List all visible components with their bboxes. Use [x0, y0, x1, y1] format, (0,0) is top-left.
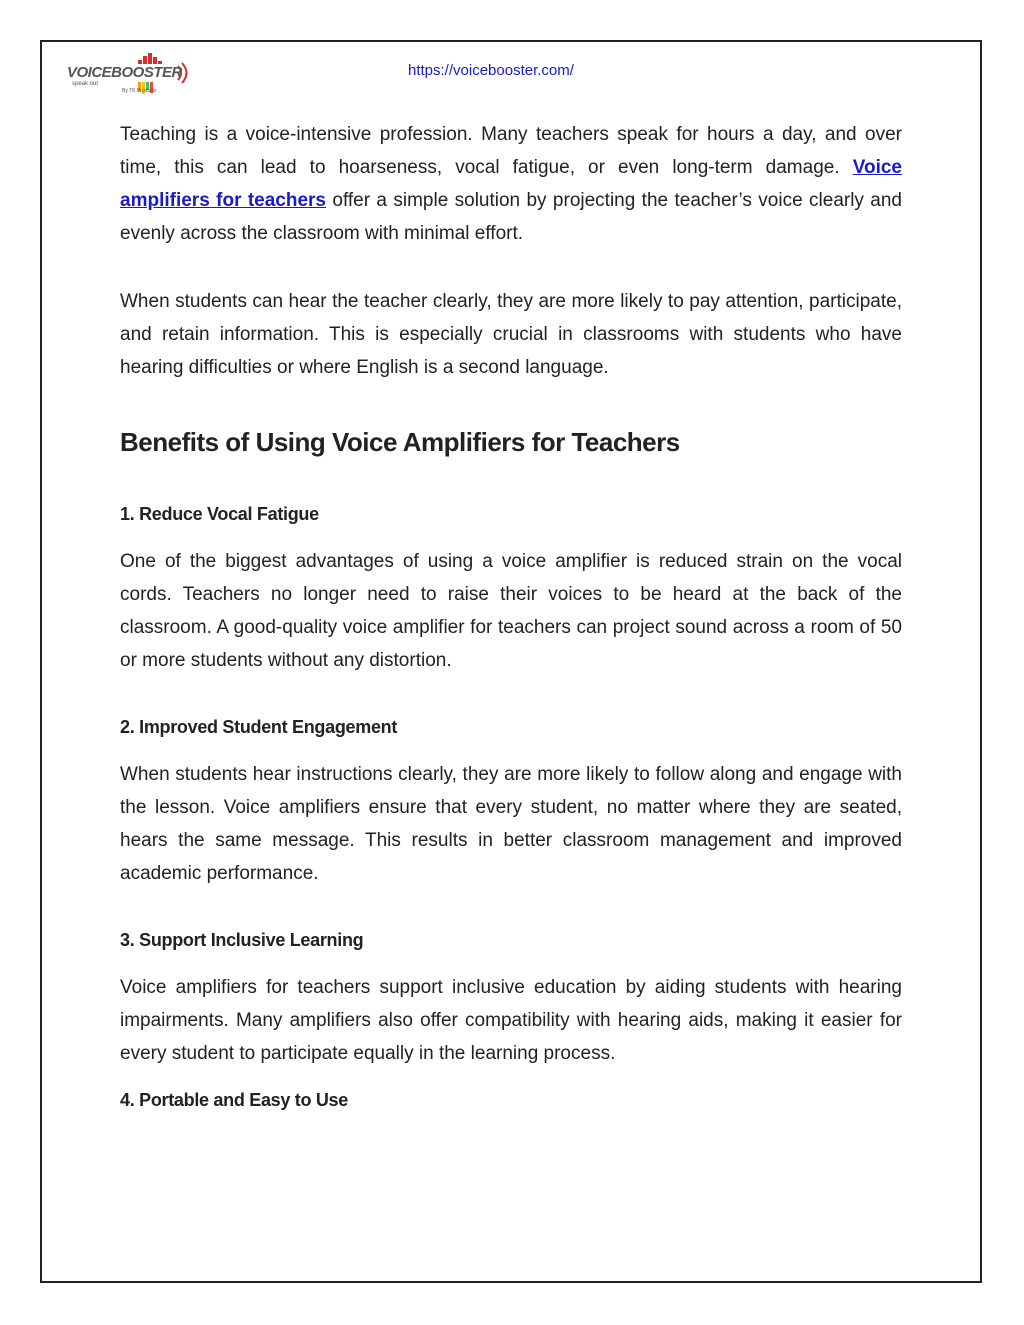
benefit-body-3: Voice amplifiers for teachers support inclusive education by aiding students with hearing impairments. Many amplifiers also offer compatibility with hearing aids, making it easier for every student to participate equally in the learning process. [120, 977, 902, 1064]
voice-amplifiers-link[interactable]: Voice amplifiers for teachers [120, 157, 902, 211]
second-paragraph: When students can hear the teacher clearly, they are more likely to pay attention, participate, and retain information. This is especially crucial in classrooms with students who have hearing difficulties or where English is a second language. [120, 291, 902, 378]
benefit-heading-3: 3. Support Inclusive Learning [120, 930, 364, 950]
benefit-body-1: One of the biggest advantages of using a voice amplifier is reduced strain on the vocal cords. Teachers no longer need to raise their voices to be heard at the back of the classroom. A good-quality voice amplifier for teachers can project sound across a room of 50 or more students without any distortion. [120, 551, 902, 671]
intro-text-before: Teaching is a voice-intensive profession. Many teachers speak for hours a day, and over time, this can lead to hoarseness, vocal fatigue, or even long-term damage. [120, 124, 902, 178]
benefit-heading-2: 2. Improved Student Engagement [120, 717, 398, 737]
logo-tagline: speak out [72, 81, 99, 87]
site-url-link[interactable]: https://voicebooster.com/ [408, 62, 574, 79]
benefit-body-2: When students hear instructions clearly, they are more likely to follow along and engage with the lesson. Voice amplifiers ensure that every student, no matter where they are seated, hears the same message. This results in better classroom management and improved academic performance. [120, 764, 902, 884]
benefit-heading-4: 4. Portable and Easy to Use [120, 1090, 348, 1110]
logo-byline: By TK Products [122, 88, 157, 94]
intro-paragraph [120, 118, 902, 250]
benefit-heading-1: 1. Reduce Vocal Fatigue [120, 504, 319, 524]
voicebooster-logo [66, 52, 190, 98]
section-title: Benefits of Using Voice Amplifiers for Teachers [120, 427, 680, 457]
logo-wordmark: VOICEBOOSTER [67, 64, 182, 81]
article-body [120, 118, 902, 1111]
intro-text-after: offer a simple solution by projecting the teacher’s voice clearly and evenly across the classroom with minimal effort. [120, 190, 903, 244]
page-header [66, 52, 946, 100]
